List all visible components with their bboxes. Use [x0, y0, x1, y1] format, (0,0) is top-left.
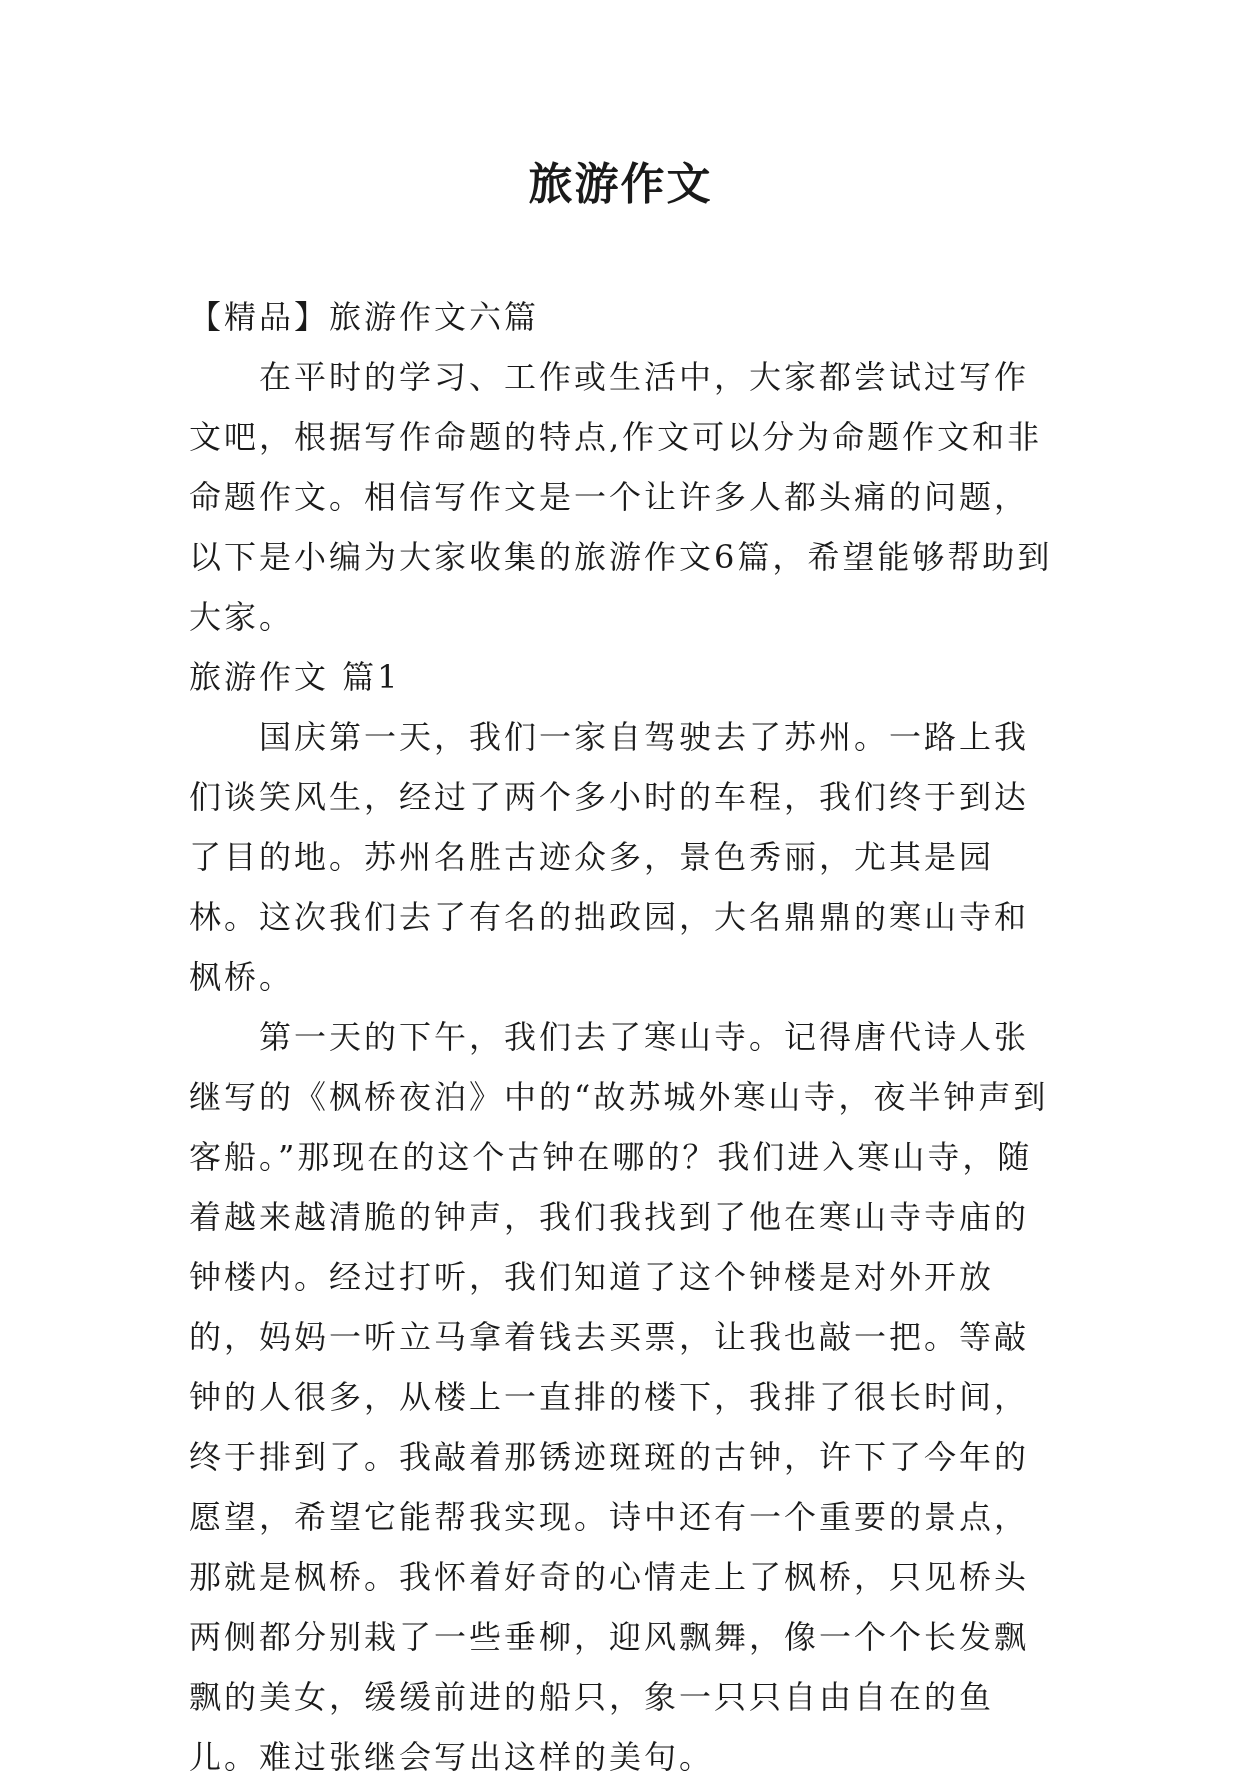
intro-paragraph: 在平时的学习、工作或生活中，大家都尝试过写作文吧，根据写作命题的特点,作文可以分为命题作文和非命题作文。相信写作文是一个让许多人都头痛的问题，以下是小编为大家收集的旅游作文6篇，希望能够帮助到大家。: [189, 358, 1053, 636]
body-paragraph: 第一天的下午，我们去了寒山寺。记得唐代诗人张继写的《枫桥夜泊》中的“故苏城外寒山寺，夜半钟声到客船。”那现在的这个古钟在哪的？我们进入寒山寺，随着越来越清脆的钟声，我们我找到了他在寒山寺寺庙的钟楼内。经过打听，我们知道了这个钟楼是对外开放的，妈妈一听立马拿着钱去买票，让我也敲一把。等敲钟的人很多，从楼上一直排的楼下，我排了很长时间，终于排到了。我敲着那锈迹斑斑的古钟，许下了今年的愿望，希望它能帮我实现。诗中还有一个重要的景点，那就是枫桥。我怀着好奇的心情走上了枫桥，只见桥头两侧都分别栽了一些垂柳，迎风飘舞，像一个个长发飘飘的美女，缓缓前进的船只，象一只只自由自在的鱼儿。难过张继会写出这样的美句。: [189, 1018, 1049, 1776]
document-body: [189, 287, 1059, 1787]
body-paragraph: 国庆第一天，我们一家自驾驶去了苏州。一路上我们谈笑风生，经过了两个多小时的车程，我们终于到达了目的地。苏州名胜古迹众多，景色秀丽，尤其是园林。这次我们去了有名的拙政园，大名鼎鼎的寒山寺和枫桥。: [189, 718, 1030, 996]
document-subtitle: 【精品】旅游作文六篇: [189, 298, 540, 336]
section-heading: 旅游作文 篇1: [189, 658, 401, 696]
page-title: 旅游作文: [528, 159, 713, 210]
